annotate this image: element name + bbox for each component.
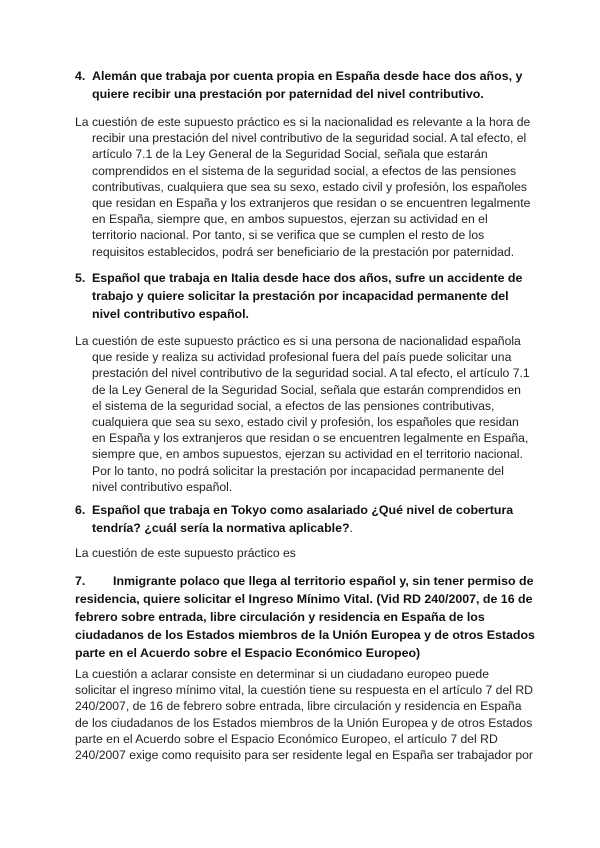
- body-line: de los ciudadanos de los Estados miembros de la Unión Europea y de otros Estados: [75, 715, 533, 730]
- paragraph-section-6: [75, 545, 560, 561]
- heading-line: tendría? ¿cuál sería la normativa aplicable?: [92, 521, 350, 535]
- body-line: el sistema de la seguridad social, a efectos de las pensiones contributivas,: [92, 398, 495, 413]
- body-line: prestación del nivel contributivo de la seguridad social. A tal efecto, el artículo 7.1: [92, 366, 530, 381]
- body-line: La cuestión de este supuesto práctico es: [75, 546, 296, 560]
- heading-line: residencia, quiere solicitar el Ingreso Mínimo Vital. (Vid RD 240/2007, de 16 de: [75, 592, 533, 606]
- section-number: 6.: [75, 503, 86, 517]
- paragraph-section-4: [75, 114, 560, 260]
- body-line: nivel contributivo español.: [92, 479, 233, 494]
- body-line: comprendidos en el sistema de la seguridad social, a efectos de las pensiones: [92, 163, 517, 178]
- body-line: requisitos establecidos, podrá ser beneficiario de la prestación por paternidad.: [92, 244, 515, 259]
- heading-section-5: [75, 269, 560, 323]
- body-line: 240/2007, de 16 de febrero sobre entrada, libre circulación y residencia en España: [75, 699, 522, 714]
- body-line: parte en el Acuerdo sobre el Espacio Económico Europeo, el artículo 7 del RD: [75, 731, 498, 746]
- body-line: recibir una prestación del nivel contributivo de la seguridad social. A tal efecto, el: [92, 131, 527, 146]
- body-line: en España y los extranjeros que residan o se encuentren legalmente en España,: [92, 431, 529, 446]
- heading-line: Inmigrante polaco que llega al territorio español y, sin tener permiso de: [113, 574, 534, 588]
- body-line: en España, siempre que, en ambos supuestos, ejerzan su actividad en el: [92, 212, 488, 227]
- body-line: La cuestión de este supuesto práctico es si una persona de nacionalidad española: [75, 334, 521, 348]
- body-line: artículo 7.1 de la Ley General de la Seguridad Social, señala que estarán: [92, 147, 488, 162]
- heading-line: parte en el Acuerdo sobre el Espacio Económico Europeo): [75, 646, 421, 660]
- heading-section-7: [75, 572, 560, 662]
- body-line: Por lo tanto, no podrá solicitar la prestación por incapacidad permanente del: [92, 463, 504, 478]
- heading-line: ciudadanos de los Estados miembros de la Unión Europea y de otros Estados: [75, 628, 535, 642]
- paragraph-section-5: [75, 333, 560, 495]
- heading-trailing-period: .: [349, 521, 353, 535]
- body-line: solicitar el ingreso mínimo vital, la cuestión tiene su respuesta en el artículo 7 del RD: [75, 683, 533, 698]
- heading-line: nivel contributivo español.: [92, 307, 249, 321]
- body-line: territorio nacional. Por tanto, si se verifica que se cumplen el resto de los: [92, 228, 485, 243]
- heading-line: quiere recibir una prestación por paternidad del nivel contributivo.: [92, 87, 484, 101]
- body-line: contributivas, cualquiera que sea su sexo, estado civil y profesión, los españoles: [92, 179, 527, 194]
- body-line: La cuestión a aclarar consiste en determinar si un ciudadano europeo puede: [75, 667, 489, 681]
- paragraph-section-7: [75, 666, 560, 763]
- heading-line: Alemán que trabaja por cuenta propia en España desde hace dos años, y: [92, 69, 523, 83]
- heading-line: Español que trabaja en Tokyo como asalariado ¿Qué nivel de cobertura: [92, 503, 514, 517]
- body-line: La cuestión de este supuesto práctico es si la nacionalidad es relevante a la hora de: [75, 115, 531, 129]
- body-line: siempre que, en ambos supuestos, ejerzan su actividad en el territorio nacional.: [92, 447, 523, 462]
- section-number: 7.: [75, 574, 86, 588]
- heading-line: Español que trabaja en Italia desde hace dos años, sufre un accidente de: [92, 271, 523, 285]
- section-number: 4.: [75, 69, 86, 83]
- body-line: cualquiera que sea su sexo, estado civil y profesión, los españoles que residan: [92, 414, 519, 429]
- heading-line: trabajo y quiere solicitar la prestación por incapacidad permanente del: [92, 289, 509, 303]
- heading-section-6: [75, 501, 560, 537]
- body-line: que reside y realiza su actividad profesional fuera del país puede solicitar una: [92, 350, 512, 365]
- section-number: 5.: [75, 271, 86, 285]
- body-line: 240/2007 exige como requisito para ser residente legal en España ser trabajador por: [75, 747, 533, 762]
- body-line: que residan en España y los extranjeros que residan o se encuentren legalmente: [92, 195, 531, 210]
- body-line: de la Ley General de la Seguridad Social, señala que estarán comprendidos en: [92, 382, 521, 397]
- heading-line: febrero sobre entrada, libre circulación y residencia en España de los: [75, 610, 485, 624]
- heading-section-4: [75, 67, 560, 103]
